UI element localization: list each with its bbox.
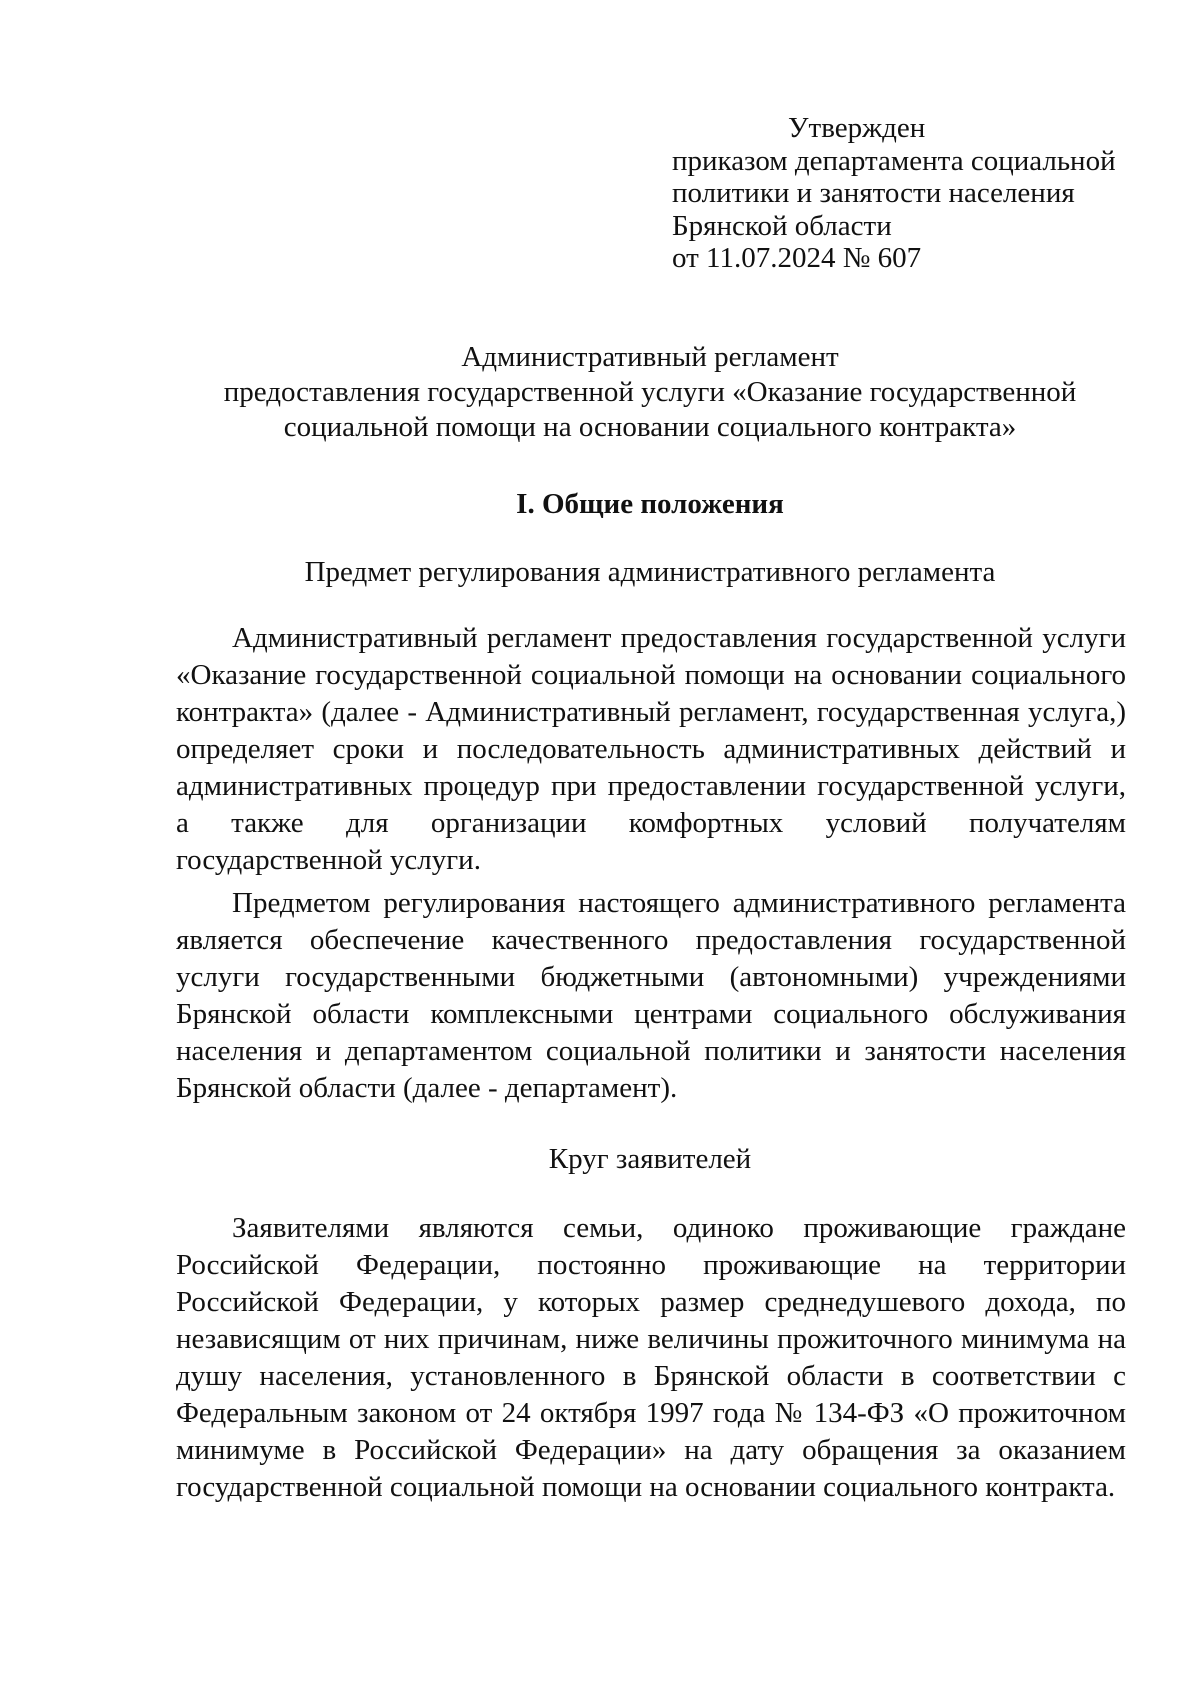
approval-line: политики и занятости населения (672, 177, 1075, 209)
approval-line: приказом департамента социальной (672, 144, 1116, 177)
paragraph: Заявителями являются семьи, одиноко проживающие граждане Российской Федерации, постоянно проживающие на территории Российской Федерации, у которых размер среднедушевого дохода, по независящим от них причинам, ниже величины прожиточного минимума на душу населения, установленного в Брянской области в соответствии с Федеральным законом от 24 октября 1997 года № 134-ФЗ «О прожиточном минимуме в Российской Федерации» на дату обращения за оказанием государственной социальной помощи на основании социального контракта. (176, 1212, 1126, 1503)
subsection-heading-subject: Предмет регулирования административного регламента (304, 556, 996, 588)
approval-line: Брянской области (672, 209, 892, 242)
paragraph: Административный регламент предоставления государственной услуги «Оказание государственной социальной помощи на основании социального контракта» (далее - Административный регламент, государственная услуга,) определяет сроки и последовательность административных действий и административных процедур при предоставлении государственной услуги, а также для организации комфортных условий получателям государственной услуги. (176, 622, 1126, 876)
title-line: Административный регламент (461, 341, 839, 373)
approval-order-number: от 11.07.2024 № 607 (672, 242, 922, 274)
approval-heading: Утвержден (788, 112, 926, 144)
paragraph: Предметом регулирования настоящего административного регламента является обеспечение качественного предоставления государственной услуги государственными бюджетными (автономными) учреждениями Брянской области комплексными центрами социального обслуживания населения и департаментом социальной политики и занятости населения Брянской области (далее - департамент). (176, 887, 1126, 1104)
title-line: социальной помощи на основании социального контракта» (283, 411, 1017, 443)
section-heading: I. Общие положения (516, 488, 784, 520)
document-title (160, 340, 1140, 445)
title-line: предоставления государственной услуги «Оказание государственной (223, 376, 1077, 408)
subsection-heading-applicants: Круг заявителей (548, 1143, 752, 1175)
approval-stamp (672, 112, 1116, 275)
